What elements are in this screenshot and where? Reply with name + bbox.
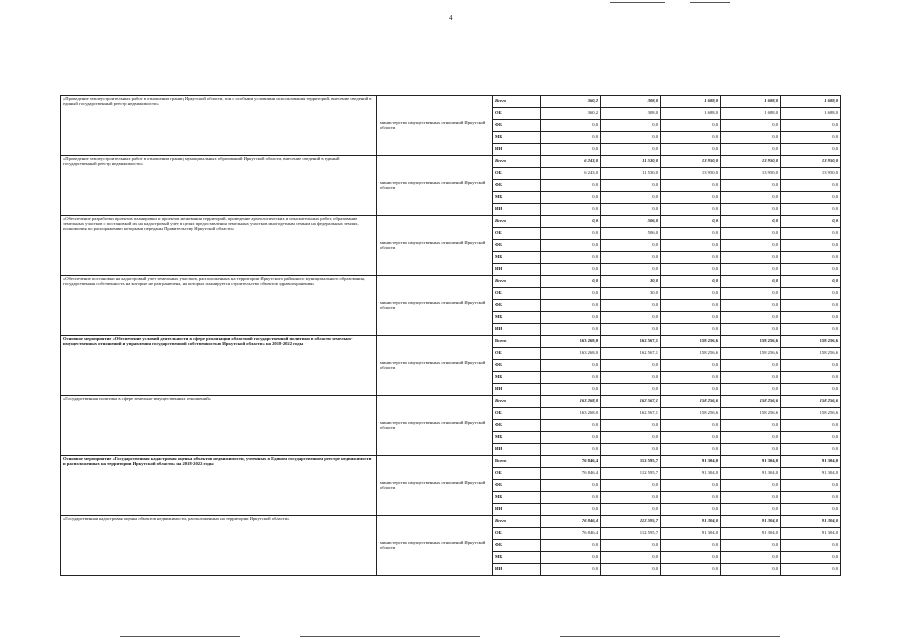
amount-cell: 0,0 xyxy=(601,264,661,276)
amount-cell: 0,0 xyxy=(601,120,661,132)
amount-cell: 0,0 xyxy=(661,384,721,396)
amount-cell: 0,0 xyxy=(661,432,721,444)
amount-cell: 0,0 xyxy=(721,300,781,312)
funding-source: ОБ xyxy=(493,168,541,180)
amount-cell: 0,0 xyxy=(781,216,841,228)
amount-cell: 0,0 xyxy=(541,492,601,504)
amount-cell: 91 304,0 xyxy=(661,468,721,480)
amount-cell: 30,0 xyxy=(601,288,661,300)
amount-cell: 0,0 xyxy=(601,564,661,576)
table-row-total xyxy=(61,276,841,288)
amount-cell: 0,0 xyxy=(541,420,601,432)
amount-cell: 360,2 xyxy=(541,96,601,108)
amount-cell: 158 256,6 xyxy=(721,396,781,408)
amount-cell: 0,0 xyxy=(541,564,601,576)
funding-source: Всего xyxy=(493,156,541,168)
amount-cell: 91 304,0 xyxy=(721,516,781,528)
amount-cell: 0,0 xyxy=(541,480,601,492)
amount-cell: 0,0 xyxy=(541,144,601,156)
amount-cell: 0,0 xyxy=(661,120,721,132)
amount-cell: 1 688,0 xyxy=(661,96,721,108)
amount-cell: 1 688,0 xyxy=(721,96,781,108)
funding-source: ОБ xyxy=(493,468,541,480)
amount-cell: 0,0 xyxy=(541,132,601,144)
funding-source: МБ xyxy=(493,432,541,444)
amount-cell: 76 846,4 xyxy=(541,468,601,480)
amount-cell: 0,0 xyxy=(601,252,661,264)
amount-cell: 0,0 xyxy=(781,324,841,336)
funding-source: ИИ xyxy=(493,564,541,576)
amount-cell: 0,0 xyxy=(541,312,601,324)
funding-source: ОБ xyxy=(493,288,541,300)
amount-cell: 158 256,6 xyxy=(721,348,781,360)
amount-cell: 158 256,6 xyxy=(661,336,721,348)
amount-cell: 158 256,6 xyxy=(661,348,721,360)
amount-cell: 0,0 xyxy=(721,312,781,324)
funding-source: ОБ xyxy=(493,528,541,540)
amount-cell: 0,0 xyxy=(601,492,661,504)
amount-cell: 0,0 xyxy=(541,540,601,552)
amount-cell: 76 846,4 xyxy=(541,456,601,468)
amount-cell: 0,0 xyxy=(781,120,841,132)
amount-cell: 0,0 xyxy=(541,264,601,276)
amount-cell: 0,0 xyxy=(721,360,781,372)
amount-cell: 0,0 xyxy=(781,192,841,204)
amount-cell: 0,0 xyxy=(661,564,721,576)
amount-cell: 0,0 xyxy=(781,264,841,276)
amount-cell: 0,0 xyxy=(601,432,661,444)
amount-cell: 0,0 xyxy=(661,324,721,336)
amount-cell: 13 950,0 xyxy=(721,156,781,168)
amount-cell: 0,0 xyxy=(661,420,721,432)
amount-cell: 0,0 xyxy=(721,192,781,204)
amount-cell: 0,0 xyxy=(601,180,661,192)
amount-cell: 0,0 xyxy=(721,540,781,552)
amount-cell: 13 950,0 xyxy=(721,168,781,180)
amount-cell: 0,0 xyxy=(541,384,601,396)
amount-cell: 0,0 xyxy=(541,324,601,336)
funding-source: ИИ xyxy=(493,384,541,396)
executor-cell: министерство имущественных отношений Иркутской области xyxy=(377,516,493,576)
funding-source: ОБ xyxy=(493,108,541,120)
funding-source: ИИ xyxy=(493,324,541,336)
amount-cell: 0,0 xyxy=(721,240,781,252)
budget-table xyxy=(60,95,841,576)
funding-source: ИИ xyxy=(493,504,541,516)
amount-cell: 163 268,0 xyxy=(541,396,601,408)
amount-cell: 0,0 xyxy=(541,372,601,384)
amount-cell: 0,0 xyxy=(781,480,841,492)
amount-cell: 0,0 xyxy=(661,552,721,564)
amount-cell: 0,0 xyxy=(541,444,601,456)
amount-cell: 0,0 xyxy=(601,204,661,216)
amount-cell: 0,0 xyxy=(541,192,601,204)
amount-cell: 112 595,7 xyxy=(601,528,661,540)
amount-cell: 0,0 xyxy=(661,480,721,492)
amount-cell: 308,0 xyxy=(601,96,661,108)
amount-cell: 506,0 xyxy=(601,216,661,228)
scan-edge-mark xyxy=(690,2,730,3)
amount-cell: 0,0 xyxy=(781,312,841,324)
amount-cell: 158 256,6 xyxy=(781,408,841,420)
executor-cell: министерство имущественных отношений Иркутской области xyxy=(377,96,493,156)
amount-cell: 0,0 xyxy=(601,144,661,156)
amount-cell: 1 688,0 xyxy=(781,96,841,108)
amount-cell: 30,0 xyxy=(601,276,661,288)
amount-cell: 0,0 xyxy=(601,384,661,396)
amount-cell: 0,0 xyxy=(721,180,781,192)
executor-cell: министерство имущественных отношений Иркутской области xyxy=(377,276,493,336)
amount-cell: 0,0 xyxy=(781,132,841,144)
table-body xyxy=(61,96,841,576)
amount-cell: 158 256,6 xyxy=(661,408,721,420)
funding-source: ИИ xyxy=(493,444,541,456)
amount-cell: 91 304,0 xyxy=(661,456,721,468)
amount-cell: 0,0 xyxy=(541,288,601,300)
amount-cell: 112 595,7 xyxy=(601,456,661,468)
amount-cell: 0,0 xyxy=(541,252,601,264)
amount-cell: 0,0 xyxy=(601,504,661,516)
amount-cell: 0,0 xyxy=(661,492,721,504)
amount-cell: 0,0 xyxy=(601,132,661,144)
amount-cell: 91 304,0 xyxy=(661,528,721,540)
funding-source: ФБ xyxy=(493,180,541,192)
amount-cell: 0,0 xyxy=(781,180,841,192)
funding-source: ФБ xyxy=(493,540,541,552)
amount-cell: 76 846,4 xyxy=(541,528,601,540)
amount-cell: 0,0 xyxy=(601,360,661,372)
amount-cell: 0,0 xyxy=(661,132,721,144)
measure-name: Основное мероприятие «Государственная кадастровая оценка объектов недвижимости, учтенных в Едином государственном реестре недвижимости и расположенных на территории Иркутской области» на 2018-2022 годы xyxy=(61,456,377,516)
table-row-total xyxy=(61,516,841,528)
amount-cell: 0,0 xyxy=(781,276,841,288)
amount-cell: 13 950,0 xyxy=(661,156,721,168)
amount-cell: 0,0 xyxy=(661,444,721,456)
table-row-total xyxy=(61,96,841,108)
amount-cell: 0,0 xyxy=(661,372,721,384)
amount-cell: 0,0 xyxy=(781,360,841,372)
executor-cell: министерство имущественных отношений Иркутской области xyxy=(377,396,493,456)
amount-cell: 76 846,4 xyxy=(541,516,601,528)
table-row-total xyxy=(61,456,841,468)
executor-cell: министерство имущественных отношений Иркутской области xyxy=(377,156,493,216)
amount-cell: 0,0 xyxy=(721,132,781,144)
amount-cell: 0,0 xyxy=(781,204,841,216)
amount-cell: 13 950,0 xyxy=(781,156,841,168)
funding-source: ФБ xyxy=(493,420,541,432)
amount-cell: 0,0 xyxy=(661,192,721,204)
funding-source: МБ xyxy=(493,312,541,324)
funding-source: ИИ xyxy=(493,144,541,156)
amount-cell: 0,0 xyxy=(601,444,661,456)
table-row-total xyxy=(61,156,841,168)
funding-source: МБ xyxy=(493,492,541,504)
amount-cell: 0,0 xyxy=(721,120,781,132)
amount-cell: 0,0 xyxy=(661,312,721,324)
funding-source: МБ xyxy=(493,372,541,384)
amount-cell: 0,0 xyxy=(721,444,781,456)
amount-cell: 0,0 xyxy=(721,324,781,336)
amount-cell: 0,0 xyxy=(781,300,841,312)
amount-cell: 308,0 xyxy=(601,108,661,120)
amount-cell: 0,0 xyxy=(661,144,721,156)
amount-cell: 0,0 xyxy=(661,252,721,264)
amount-cell: 0,0 xyxy=(601,480,661,492)
funding-source: ФБ xyxy=(493,360,541,372)
amount-cell: 0,0 xyxy=(601,192,661,204)
amount-cell: 0,0 xyxy=(541,552,601,564)
amount-cell: 91 304,0 xyxy=(661,516,721,528)
amount-cell: 0,0 xyxy=(781,444,841,456)
measure-name: «Государственная кадастровая оценка объектов недвижимости, расположенных на территории Иркутской области» xyxy=(61,516,377,576)
amount-cell: 0,0 xyxy=(541,216,601,228)
amount-cell: 0,0 xyxy=(601,324,661,336)
amount-cell: 0,0 xyxy=(781,564,841,576)
amount-cell: 0,0 xyxy=(601,540,661,552)
amount-cell: 0,0 xyxy=(781,252,841,264)
amount-cell: 0,0 xyxy=(601,552,661,564)
funding-source: ФБ xyxy=(493,480,541,492)
amount-cell: 0,0 xyxy=(541,228,601,240)
amount-cell: 163 268,0 xyxy=(541,408,601,420)
amount-cell: 0,0 xyxy=(541,120,601,132)
amount-cell: 0,0 xyxy=(541,204,601,216)
amount-cell: 0,0 xyxy=(541,360,601,372)
amount-cell: 6 243,0 xyxy=(541,168,601,180)
table-row-total xyxy=(61,336,841,348)
amount-cell: 91 304,0 xyxy=(781,516,841,528)
amount-cell: 0,0 xyxy=(661,288,721,300)
amount-cell: 0,0 xyxy=(601,312,661,324)
funding-source: МБ xyxy=(493,132,541,144)
funding-source: Всего xyxy=(493,276,541,288)
amount-cell: 1 688,0 xyxy=(721,108,781,120)
amount-cell: 1 688,0 xyxy=(661,108,721,120)
amount-cell: 91 304,0 xyxy=(781,456,841,468)
amount-cell: 0,0 xyxy=(661,204,721,216)
amount-cell: 0,0 xyxy=(721,504,781,516)
amount-cell: 0,0 xyxy=(601,372,661,384)
amount-cell: 0,0 xyxy=(661,240,721,252)
amount-cell: 0,0 xyxy=(721,276,781,288)
amount-cell: 162 567,1 xyxy=(601,396,661,408)
amount-cell: 0,0 xyxy=(661,504,721,516)
scan-edge-mark xyxy=(300,636,480,637)
amount-cell: 162 567,1 xyxy=(601,408,661,420)
executor-cell: министерство имущественных отношений Иркутской области xyxy=(377,336,493,396)
amount-cell: 360,2 xyxy=(541,108,601,120)
amount-cell: 0,0 xyxy=(781,372,841,384)
measure-name: «Обеспечение разработки проектов планировки и проектов межевания территорий, проведение археологических и изыскательных работ, образование земельных участков с постановкой их на кадастровый учет в целях предоставления земельных участков многодетным семьям на федеральных землях, полномочия по распоряжению которыми переданы Правительству Иркутской области» xyxy=(61,216,377,276)
amount-cell: 0,0 xyxy=(781,420,841,432)
amount-cell: 0,0 xyxy=(601,420,661,432)
amount-cell: 0,0 xyxy=(721,492,781,504)
amount-cell: 0,0 xyxy=(721,204,781,216)
amount-cell: 0,0 xyxy=(601,240,661,252)
amount-cell: 112 595,7 xyxy=(601,516,661,528)
amount-cell: 112 595,7 xyxy=(601,468,661,480)
funding-source: ФБ xyxy=(493,240,541,252)
executor-cell: министерство имущественных отношений Иркутской области xyxy=(377,216,493,276)
funding-source: МБ xyxy=(493,192,541,204)
amount-cell: 91 304,0 xyxy=(781,528,841,540)
amount-cell: 91 304,0 xyxy=(721,468,781,480)
funding-source: ОБ xyxy=(493,348,541,360)
amount-cell: 0,0 xyxy=(781,240,841,252)
funding-source: МБ xyxy=(493,552,541,564)
amount-cell: 0,0 xyxy=(781,492,841,504)
funding-source: Всего xyxy=(493,456,541,468)
amount-cell: 0,0 xyxy=(721,216,781,228)
executor-cell: министерство имущественных отношений Иркутской области xyxy=(377,456,493,516)
measure-name: «Проведение землеустроительных работ в отношении границ Иркутской области, зон с особыми условиями использования территорий, внесение сведений в единый государственный реестр недвижимости» xyxy=(61,96,377,156)
amount-cell: 0,0 xyxy=(721,432,781,444)
amount-cell: 11 530,0 xyxy=(601,156,661,168)
amount-cell: 0,0 xyxy=(661,264,721,276)
amount-cell: 0,0 xyxy=(661,540,721,552)
amount-cell: 0,0 xyxy=(781,288,841,300)
amount-cell: 0,0 xyxy=(781,432,841,444)
amount-cell: 506,0 xyxy=(601,228,661,240)
funding-source: Всего xyxy=(493,96,541,108)
amount-cell: 13 950,0 xyxy=(781,168,841,180)
amount-cell: 163 268,0 xyxy=(541,336,601,348)
amount-cell: 0,0 xyxy=(781,552,841,564)
amount-cell: 158 256,6 xyxy=(781,336,841,348)
measure-name: «Государственная политика в сфере земельно-имущественных отношений» xyxy=(61,396,377,456)
amount-cell: 0,0 xyxy=(601,300,661,312)
funding-source: ФБ xyxy=(493,120,541,132)
amount-cell: 0,0 xyxy=(541,432,601,444)
amount-cell: 1 688,0 xyxy=(781,108,841,120)
scan-edge-mark xyxy=(120,636,240,637)
table-row-total xyxy=(61,216,841,228)
funding-source: Всего xyxy=(493,336,541,348)
amount-cell: 0,0 xyxy=(721,372,781,384)
amount-cell: 158 256,6 xyxy=(781,348,841,360)
amount-cell: 0,0 xyxy=(721,480,781,492)
amount-cell: 0,0 xyxy=(661,216,721,228)
amount-cell: 158 256,6 xyxy=(661,396,721,408)
funding-source: ИИ xyxy=(493,204,541,216)
amount-cell: 158 256,6 xyxy=(721,408,781,420)
amount-cell: 0,0 xyxy=(661,300,721,312)
amount-cell: 163 268,0 xyxy=(541,348,601,360)
funding-source: ОБ xyxy=(493,408,541,420)
amount-cell: 0,0 xyxy=(721,252,781,264)
funding-source: ОБ xyxy=(493,228,541,240)
funding-source: Всего xyxy=(493,396,541,408)
amount-cell: 0,0 xyxy=(541,240,601,252)
measure-name: «Проведение землеустроительных работ в отношении границ муниципальных образований Иркутской области, внесение сведений в единый государственный реестр недвижимости» xyxy=(61,156,377,216)
funding-source: ИИ xyxy=(493,264,541,276)
amount-cell: 0,0 xyxy=(721,144,781,156)
amount-cell: 0,0 xyxy=(661,276,721,288)
measure-name: Основное мероприятие «Обеспечение условий деятельности в сфере реализации областной государственной политики в области земельно-имущественных отношений и управления государственной собственностью Иркутской области» на 2018-2022 годы xyxy=(61,336,377,396)
amount-cell: 0,0 xyxy=(541,276,601,288)
amount-cell: 6 243,0 xyxy=(541,156,601,168)
amount-cell: 162 567,1 xyxy=(601,348,661,360)
funding-source: Всего xyxy=(493,216,541,228)
amount-cell: 0,0 xyxy=(541,300,601,312)
amount-cell: 0,0 xyxy=(721,288,781,300)
amount-cell: 158 256,6 xyxy=(781,396,841,408)
amount-cell: 91 304,0 xyxy=(721,456,781,468)
amount-cell: 158 256,6 xyxy=(721,336,781,348)
amount-cell: 0,0 xyxy=(721,420,781,432)
amount-cell: 0,0 xyxy=(781,540,841,552)
amount-cell: 91 304,0 xyxy=(781,468,841,480)
amount-cell: 0,0 xyxy=(721,552,781,564)
amount-cell: 0,0 xyxy=(721,264,781,276)
page-number: 4 xyxy=(449,14,453,22)
amount-cell: 0,0 xyxy=(721,228,781,240)
funding-source: Всего xyxy=(493,516,541,528)
amount-cell: 0,0 xyxy=(781,144,841,156)
amount-cell: 0,0 xyxy=(721,384,781,396)
amount-cell: 0,0 xyxy=(781,504,841,516)
funding-source: МБ xyxy=(493,252,541,264)
amount-cell: 13 950,0 xyxy=(661,168,721,180)
scan-edge-mark xyxy=(610,2,665,3)
amount-cell: 0,0 xyxy=(781,228,841,240)
table-row-total xyxy=(61,396,841,408)
amount-cell: 0,0 xyxy=(541,504,601,516)
amount-cell: 0,0 xyxy=(661,360,721,372)
measure-name: «Обеспечение постановки на кадастровый учет земельных участков, расположенных на территории Иркутского районного муниципального образования, государственная собственность на которые не разграничена, на которых планируется строительство объектов здравоохранения» xyxy=(61,276,377,336)
amount-cell: 91 304,0 xyxy=(721,528,781,540)
funding-source: ФБ xyxy=(493,300,541,312)
amount-cell: 11 530,0 xyxy=(601,168,661,180)
amount-cell: 0,0 xyxy=(661,180,721,192)
scan-edge-mark xyxy=(560,636,780,637)
amount-cell: 0,0 xyxy=(541,180,601,192)
amount-cell: 0,0 xyxy=(661,228,721,240)
amount-cell: 0,0 xyxy=(781,384,841,396)
amount-cell: 0,0 xyxy=(721,564,781,576)
amount-cell: 162 567,1 xyxy=(601,336,661,348)
